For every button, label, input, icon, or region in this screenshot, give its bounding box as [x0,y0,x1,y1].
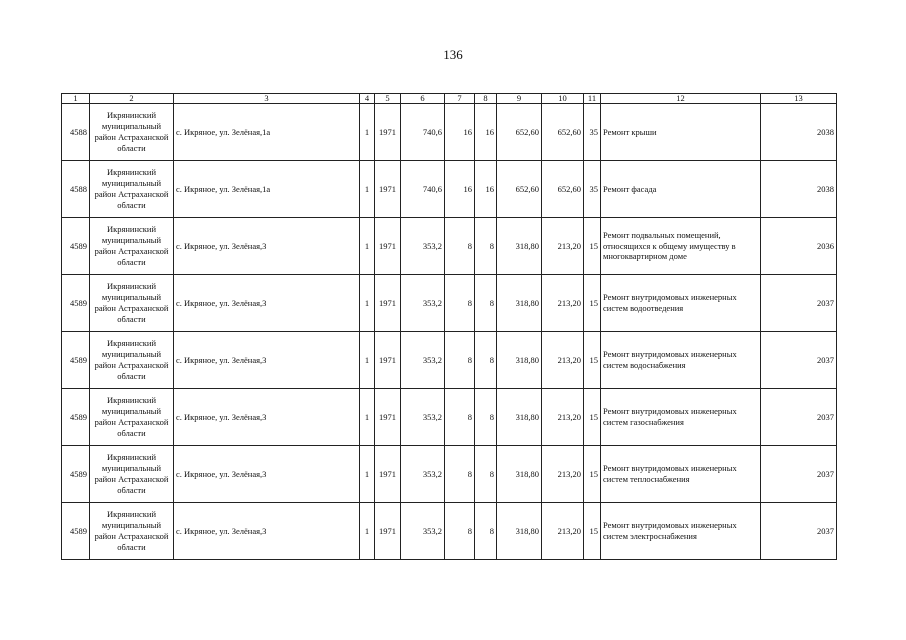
cell-col7: 8 [445,446,475,503]
table-row [62,218,837,275]
cell-district: Икрянинский муниципальный район Астраханской области [90,389,174,446]
cell-plan-year: 2038 [761,104,837,161]
cell-col7: 8 [445,389,475,446]
cell-col9: 318,80 [497,446,542,503]
cell-col8: 8 [475,275,497,332]
cell-area: 353,2 [401,446,445,503]
cell-work-type: Ремонт внутридомовых инженерных систем электроснабжения [601,503,761,560]
header-cell-13: 13 [761,94,837,104]
cell-house-id: 4589 [62,218,90,275]
cell-col9: 652,60 [497,104,542,161]
header-cell-2: 2 [90,94,174,104]
cell-col4: 1 [360,446,375,503]
header-cell-3: 3 [174,94,360,104]
cell-col8: 8 [475,218,497,275]
cell-year: 1971 [375,389,401,446]
cell-col10: 213,20 [542,389,584,446]
cell-col4: 1 [360,104,375,161]
cell-house-id: 4589 [62,389,90,446]
cell-area: 353,2 [401,218,445,275]
cell-col8: 16 [475,104,497,161]
cell-col7: 8 [445,218,475,275]
cell-col7: 8 [445,503,475,560]
table-row [62,104,837,161]
cell-work-type: Ремонт подвальных помещений, относящихся к общему имуществу в многоквартирном доме [601,218,761,275]
cell-year: 1971 [375,275,401,332]
cell-col4: 1 [360,218,375,275]
cell-year: 1971 [375,104,401,161]
table-header [62,94,837,104]
cell-district: Икрянинский муниципальный район Астраханской области [90,218,174,275]
cell-address: с. Икряное, ул. Зелёная,3 [174,446,360,503]
cell-col8: 8 [475,503,497,560]
cell-col4: 1 [360,503,375,560]
cell-work-type: Ремонт фасада [601,161,761,218]
cell-area: 353,2 [401,503,445,560]
cell-col4: 1 [360,332,375,389]
cell-area: 353,2 [401,389,445,446]
cell-col10: 213,20 [542,332,584,389]
cell-district: Икрянинский муниципальный район Астраханской области [90,446,174,503]
cell-col10: 652,60 [542,161,584,218]
cell-year: 1971 [375,161,401,218]
cell-col8: 8 [475,389,497,446]
registry-table [61,93,837,560]
cell-col10: 213,20 [542,218,584,275]
cell-col9: 318,80 [497,389,542,446]
cell-area: 353,2 [401,332,445,389]
cell-house-id: 4589 [62,275,90,332]
cell-district: Икрянинский муниципальный район Астраханской области [90,332,174,389]
cell-col10: 213,20 [542,446,584,503]
cell-address: с. Икряное, ул. Зелёная,1а [174,161,360,218]
table-row [62,161,837,218]
cell-col9: 318,80 [497,332,542,389]
table-row [62,446,837,503]
header-cell-9: 9 [497,94,542,104]
cell-plan-year: 2037 [761,332,837,389]
cell-plan-year: 2037 [761,389,837,446]
table-row [62,503,837,560]
cell-year: 1971 [375,503,401,560]
cell-year: 1971 [375,332,401,389]
cell-plan-year: 2037 [761,275,837,332]
cell-address: с. Икряное, ул. Зелёная,3 [174,332,360,389]
cell-house-id: 4589 [62,332,90,389]
cell-work-type: Ремонт внутридомовых инженерных систем водоотведения [601,275,761,332]
cell-col11: 15 [584,446,601,503]
cell-year: 1971 [375,446,401,503]
table-row [62,275,837,332]
header-cell-8: 8 [475,94,497,104]
header-row [62,94,837,104]
cell-address: с. Икряное, ул. Зелёная,3 [174,275,360,332]
cell-plan-year: 2037 [761,503,837,560]
cell-col7: 16 [445,104,475,161]
cell-area: 740,6 [401,104,445,161]
cell-plan-year: 2036 [761,218,837,275]
cell-district: Икрянинский муниципальный район Астраханской области [90,275,174,332]
cell-address: с. Икряное, ул. Зелёная,3 [174,218,360,275]
cell-district: Икрянинский муниципальный район Астраханской области [90,503,174,560]
page-number: 136 [443,47,463,62]
table-row [62,332,837,389]
cell-col11: 35 [584,161,601,218]
cell-col11: 15 [584,332,601,389]
cell-col4: 1 [360,275,375,332]
cell-house-id: 4589 [62,446,90,503]
header-cell-1: 1 [62,94,90,104]
cell-plan-year: 2038 [761,161,837,218]
cell-col10: 213,20 [542,503,584,560]
cell-col9: 318,80 [497,503,542,560]
cell-work-type: Ремонт внутридомовых инженерных систем водоснабжения [601,332,761,389]
header-cell-7: 7 [445,94,475,104]
cell-col7: 8 [445,275,475,332]
cell-address: с. Икряное, ул. Зелёная,3 [174,503,360,560]
cell-district: Икрянинский муниципальный район Астраханской области [90,161,174,218]
cell-col11: 15 [584,503,601,560]
cell-col10: 652,60 [542,104,584,161]
cell-work-type: Ремонт крыши [601,104,761,161]
cell-work-type: Ремонт внутридомовых инженерных систем теплоснабжения [601,446,761,503]
cell-col9: 318,80 [497,218,542,275]
cell-district: Икрянинский муниципальный район Астраханской области [90,104,174,161]
cell-plan-year: 2037 [761,446,837,503]
cell-col11: 15 [584,275,601,332]
header-cell-6: 6 [401,94,445,104]
cell-col7: 16 [445,161,475,218]
cell-col4: 1 [360,161,375,218]
header-cell-4: 4 [360,94,375,104]
cell-house-id: 4588 [62,104,90,161]
cell-col8: 8 [475,332,497,389]
header-cell-11: 11 [584,94,601,104]
cell-col9: 652,60 [497,161,542,218]
header-cell-5: 5 [375,94,401,104]
cell-col9: 318,80 [497,275,542,332]
cell-house-id: 4589 [62,503,90,560]
table-body [62,104,837,560]
header-cell-10: 10 [542,94,584,104]
cell-work-type: Ремонт внутридомовых инженерных систем газоснабжения [601,389,761,446]
cell-col8: 16 [475,161,497,218]
cell-col11: 15 [584,218,601,275]
cell-col11: 15 [584,389,601,446]
cell-year: 1971 [375,218,401,275]
table-row [62,389,837,446]
cell-col11: 35 [584,104,601,161]
cell-address: с. Икряное, ул. Зелёная,3 [174,389,360,446]
cell-address: с. Икряное, ул. Зелёная,1а [174,104,360,161]
cell-col7: 8 [445,332,475,389]
cell-col10: 213,20 [542,275,584,332]
header-cell-12: 12 [601,94,761,104]
cell-area: 353,2 [401,275,445,332]
cell-col8: 8 [475,446,497,503]
cell-area: 740,6 [401,161,445,218]
cell-house-id: 4588 [62,161,90,218]
cell-col4: 1 [360,389,375,446]
